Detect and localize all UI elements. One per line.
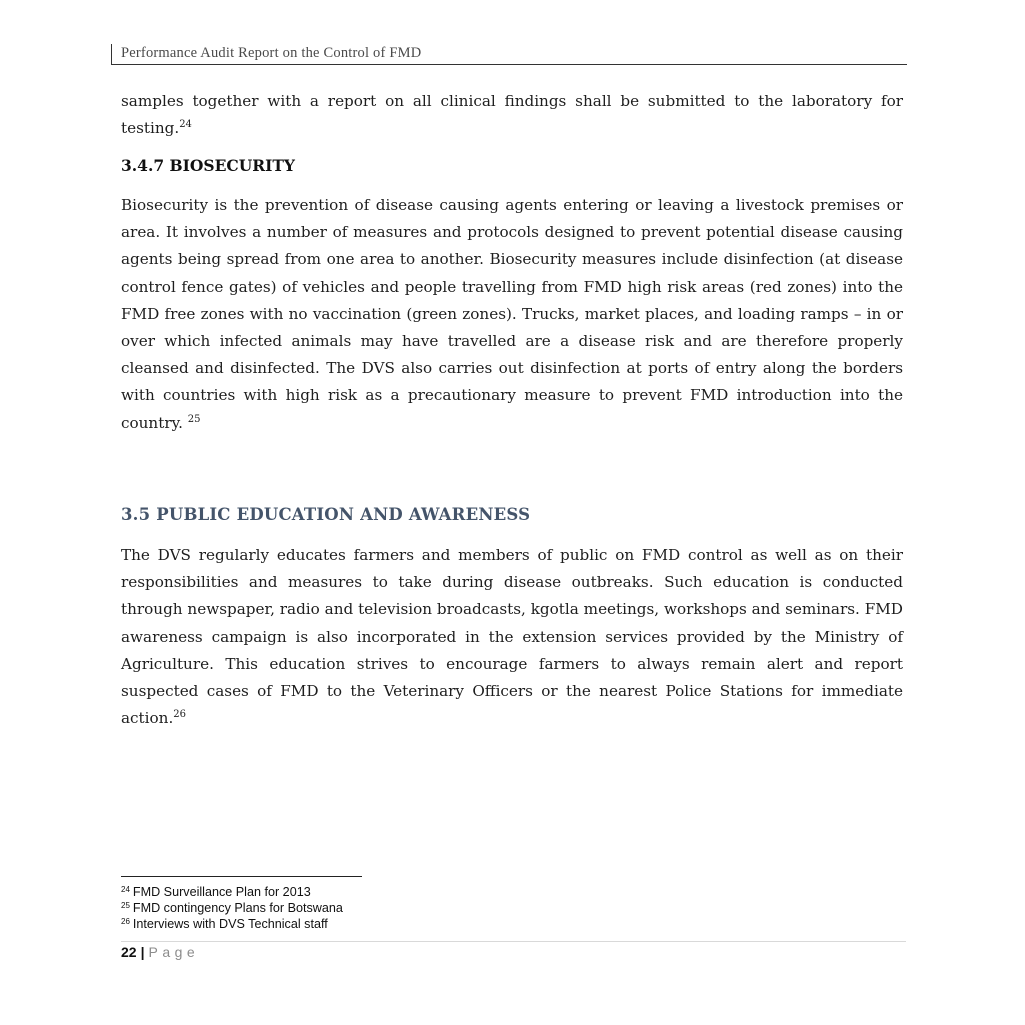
footnote-text: Interviews with DVS Technical staff xyxy=(132,917,328,931)
education-heading: 3.5 PUBLIC EDUCATION AND AWARENESS xyxy=(121,505,531,524)
footnote-ref-24[interactable]: 24 xyxy=(179,119,192,131)
footnote-25 xyxy=(121,900,343,916)
footnote-text: FMD contingency Plans for Botswana xyxy=(132,901,343,915)
running-header xyxy=(111,44,907,65)
intro-text: samples together with a report on all clinical findings shall be submitted to the laboratory for testing. xyxy=(121,92,903,138)
footnote-ref-25[interactable]: 25 xyxy=(187,413,201,425)
footnotes-list xyxy=(121,884,343,932)
page-separator: | xyxy=(140,944,145,960)
education-text: The DVS regularly educates farmers and members of public on FMD control as well as on their responsibilities and measures to take during disease outbreaks. Such education is conducted through newspaper, radio and television broadcasts, kgotla meetings, workshops and seminars. FMD awareness campaign is also incorporated in the extension services provided by the Ministry of Agriculture. This education strives to encourage farmers to always remain alert and report suspected cases of FMD to the Veterinary Officers or the nearest Police Stations for immediate action. xyxy=(121,546,903,728)
footnote-ref-26[interactable]: 26 xyxy=(173,709,187,721)
footnote-divider xyxy=(121,876,362,877)
footer-divider xyxy=(121,941,906,942)
biosecurity-text: Biosecurity is the prevention of disease causing agents entering or leaving a livestock premises or area. It involves a number of measures and protocols designed to prevent potential disease causing agents being spread from one area to another. Biosecurity measures include disinfection (at disease control fence gates) of vehicles and people travelling from FMD high risk areas (red zones) into the FMD free zones with no vaccination (green zones). Trucks, market places, and loading ramps – in or over which infected animals may have travelled are a disease risk and are therefore properly cleansed and disinfected. The DVS also carries out disinfection at ports of entry along the borders with countries with high risk as a precautionary measure to prevent FMD introduction into the country. xyxy=(121,196,903,432)
page-number: 22 xyxy=(121,944,137,960)
footnote-number: 26 xyxy=(121,917,130,926)
footnote-number: 24 xyxy=(121,885,130,894)
biosecurity-paragraph xyxy=(121,192,903,437)
footnote-text: FMD Surveillance Plan for 2013 xyxy=(132,885,311,899)
footnote-number: 25 xyxy=(121,901,130,910)
page-footer xyxy=(121,944,199,960)
footnote-26 xyxy=(121,916,343,932)
education-paragraph xyxy=(121,542,903,732)
biosecurity-heading: 3.4.7 BIOSECURITY xyxy=(121,156,295,175)
footnote-24 xyxy=(121,884,343,900)
intro-paragraph xyxy=(121,88,903,142)
page-label: Page xyxy=(148,944,200,960)
header-title: Performance Audit Report on the Control of FMD xyxy=(121,45,422,61)
